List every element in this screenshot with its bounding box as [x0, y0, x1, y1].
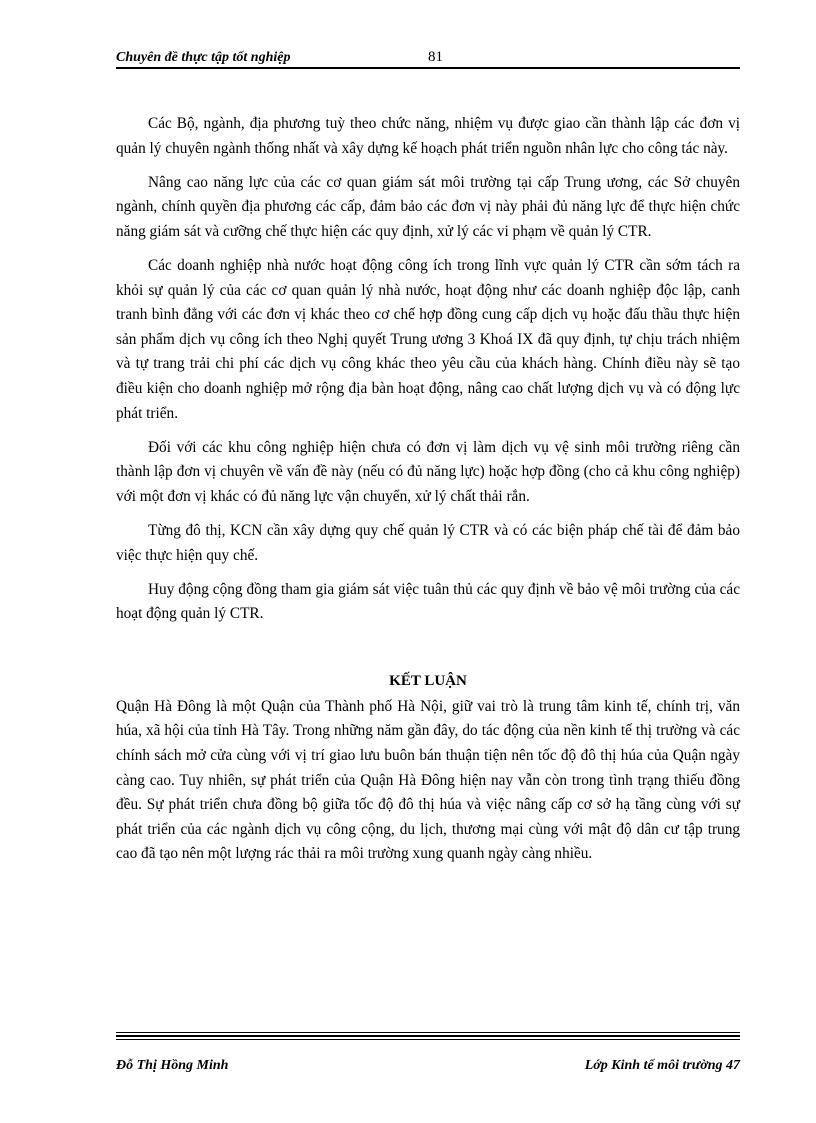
footer-rule-bottom	[116, 1039, 740, 1040]
footer-class: Lớp Kinh tế môi trường 47	[584, 1058, 740, 1073]
body-text	[116, 112, 740, 867]
paragraph-6: Huy động cộng đồng tham gia giám sát việc tuân thủ các quy định về bảo vệ môi trường của các hoạt động quản lý CTR.	[116, 580, 740, 623]
paragraph-3: Các doanh nghiệp nhà nước hoạt động công ích trong lĩnh vực quản lý CTR cần sớm tách ra khỏi sự quản lý của các cơ quan quản lý nhà nước, hoạt động như các doanh nghiệp độc lập, canh tranh bình đẳng với các đơn vị khác theo cơ chế hợp đồng cung cấp dịch vụ hoặc đấu thầu thực hiện sản phẩm dịch vụ công ích theo Nghị quyết Trung ương 3 Khoá IX đã quy định, tự chịu trách nhiệm và tự trang trải chi phí các dịch vụ công khác theo yêu cầu của khách hàng. Chính điều này sẽ tạo điều kiện cho doanh nghiệp mở rộng địa bàn hoạt động, nâng cao chất lượng dịch vụ và có động lực phát triển.	[116, 256, 740, 422]
conclusion-heading: KẾT LUẬN	[389, 672, 467, 689]
paragraph-4: Đối với các khu công nghiệp hiện chưa có đơn vị làm dịch vụ vệ sinh môi trường riêng cần thành lập đơn vị chuyên về vấn đề này (nếu có đủ năng lực) hoặc hợp đồng (cho cả khu công nghiệp) với một đơn vị khác có đủ năng lực vận chuyển, xử lý chất thải rắn.	[116, 438, 740, 505]
page-header	[116, 48, 740, 68]
conclusion-paragraph: Quận Hà Đông là một Quận của Thành phố Hà Nội, giữ vai trò là trung tâm kinh tế, chính trị, văn húa, xã hội của tỉnh Hà Tây. Trong những năm gần đây, do tác động của nền kinh tế thị trường và các chính sách mở cửa cùng với vị trí giao lưu buôn bán thuận tiện nên tốc độ đô thị húa của Quận ngày càng cao. Tuy nhiên, sự phát triển của Quận Hà Đông hiện nay vẫn còn trong tình trạng thiếu đồng đều. Sự phát triển chưa đồng bộ giữa tốc độ đô thị húa và việc nâng cấp cơ sở hạ tầng cùng với sự phát triển của các ngành dịch vụ công cộng, du lịch, thương mại cùng với mật độ dân cư tập trung cao đã tạo nên một lượng rác thải ra môi trường xung quanh ngày càng nhiều.	[116, 697, 740, 863]
footer-rule-middle	[116, 1035, 740, 1037]
page-number: 81	[428, 49, 443, 65]
footer-author: Đỗ Thị Hồng Minh	[116, 1058, 229, 1073]
header-title: Chuyên đề thực tập tốt nghiệp	[116, 50, 291, 65]
header-rule	[116, 67, 740, 69]
paragraph-1: Các Bộ, ngành, địa phương tuỳ theo chức năng, nhiệm vụ được giao cần thành lập các đơn vị quản lý chuyên ngành thống nhất và xây dựng kế hoạch phát triển nguồn nhân lực cho công tác này.	[116, 115, 740, 157]
footer-rule-top	[116, 1032, 740, 1033]
paragraph-2: Nâng cao năng lực của các cơ quan giám sát môi trường tại cấp Trung ương, các Sở chuyên ngành, chính quyền địa phương các cấp, đảm bảo các đơn vị này phải đủ năng lực để thực hiện chức năng giám sát và cưỡng chế thực hiện các quy định, xử lý các vi phạm về quản lý CTR.	[116, 173, 740, 240]
paragraph-5: Từng đô thị, KCN cần xây dựng quy chế quản lý CTR và có các biện pháp chế tài để đảm bảo việc thực hiện quy chế.	[116, 521, 740, 564]
